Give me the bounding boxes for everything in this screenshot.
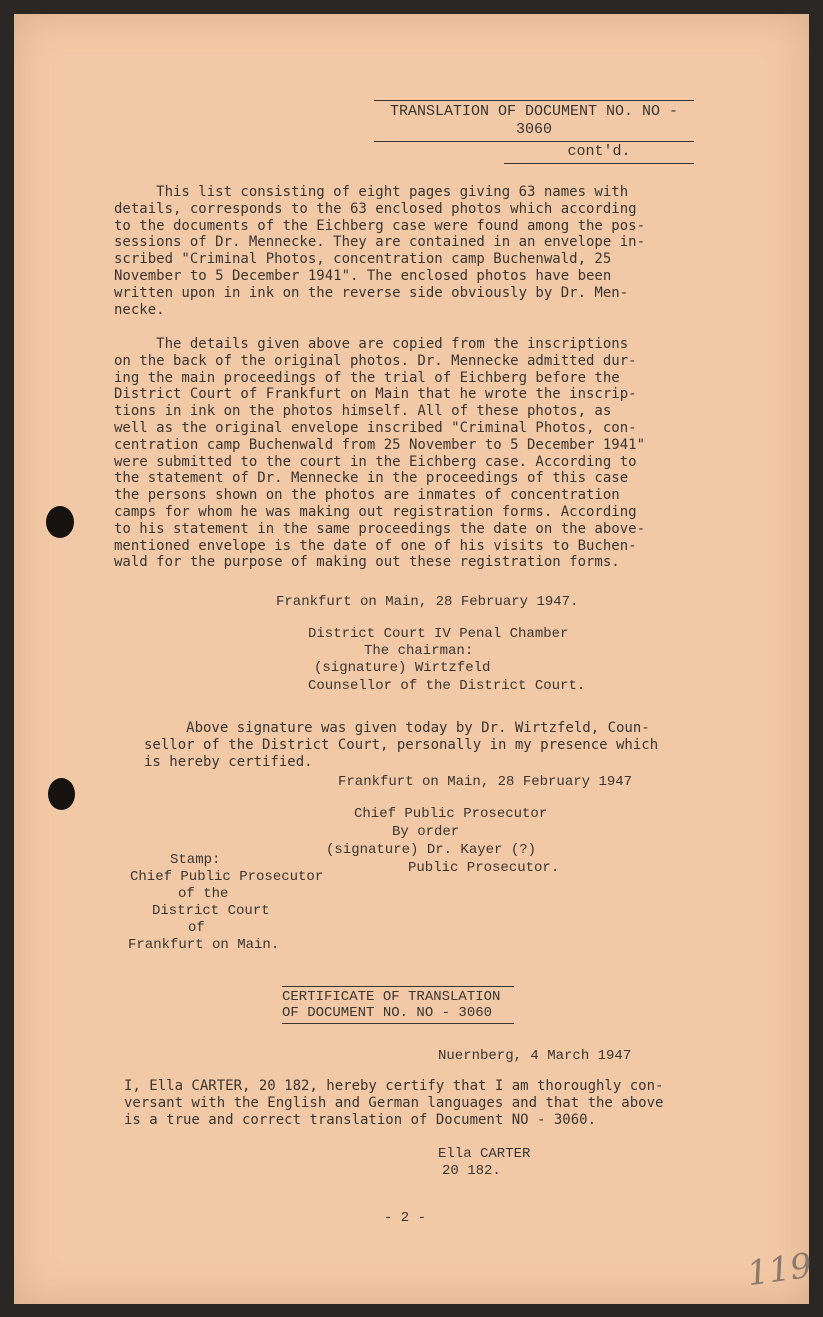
punch-hole-mark-top [46, 506, 74, 538]
certificate-header [282, 986, 514, 1024]
certificate-document-no: OF DOCUMENT NO. NO - 3060 [282, 1005, 514, 1024]
page-number: - 2 - [384, 1210, 427, 1226]
prosecutor-line-4: Public Prosecutor. [408, 860, 560, 876]
prosecutor-line-2: By order [392, 824, 460, 840]
stamp-line-3: of the [178, 886, 229, 902]
court-line-3: (signature) Wirtzfeld [314, 660, 491, 676]
certificate-title: CERTIFICATE OF TRANSLATION [282, 986, 514, 1005]
place-date-nuernberg: Nuernberg, 4 March 1947 [438, 1048, 632, 1064]
stamp-line-2: Chief Public Prosecutor [130, 869, 324, 885]
translator-number: 20 182. [442, 1163, 501, 1179]
header-continued: cont'd. [504, 142, 694, 164]
paragraph-inscriptions: The details given above are copied from the inscriptions on the back of the original photos. Dr. Mennecke admitted dur- ing the main proceedings of the trial of Eichberg before the District Court of Frankfurt on Main that he wrote the inscrip- tions in ink on the photos himself. All of these photos, as well as the original envelope inscribed "Criminal Photos, con- centration camp Buchenwald from 25 November to 5 December 1941" were submitted to the court in the Eichberg case. According to the statement of Dr. Mennecke in the proceedings of this case the persons shown on the photos are inmates of concentration camps for whom he was making out registration forms. According to his statement in the same proceedings the date on the above- mentioned envelope is the date of one of his visits to Buchen- wald for the purpose of making out these registration forms. [114, 336, 646, 571]
document-page [14, 14, 815, 1304]
place-date-frankfurt-2: Frankfurt on Main, 28 February 1947 [338, 774, 633, 790]
translator-name: Ella CARTER [438, 1146, 531, 1162]
place-date-frankfurt-1: Frankfurt on Main, 28 February 1947. [276, 594, 579, 610]
document-header [374, 100, 694, 164]
court-line-4: Counsellor of the District Court. [308, 678, 586, 694]
stamp-line-4: District Court [152, 903, 270, 919]
paragraph-translator-certification: I, Ella CARTER, 20 182, hereby certify that I am thoroughly con- versant with the English and German languages and that the above is a true and correct translation of Document NO - 3060. [124, 1078, 664, 1128]
court-line-1: District Court IV Penal Chamber [308, 626, 569, 642]
stamp-line-6: Frankfurt on Main. [128, 937, 280, 953]
pencil-page-annotation: 119 [744, 1245, 815, 1295]
paragraph-photos-list: This list consisting of eight pages giving 63 names with details, corresponds to the 63 enclosed photos which according to the documents of the Eichberg case were found among the pos- sessions of Dr. Mennecke. They are contained in an envelope in- scribed "Criminal Photos, concentration camp Buchenwald, 25 November to 5 December 1941". The enclosed photos have been written upon in ink on the reverse side obviously by Dr. Men- necke. [114, 184, 646, 318]
prosecutor-line-3: (signature) Dr. Kayer (?) [326, 842, 537, 858]
header-title: TRANSLATION OF DOCUMENT NO. NO - 3060 [374, 100, 694, 142]
prosecutor-line-1: Chief Public Prosecutor [354, 806, 548, 822]
punch-hole-mark-bottom [48, 778, 75, 810]
stamp-line-1: Stamp: [170, 852, 221, 868]
court-line-2: The chairman: [364, 643, 474, 659]
stamp-line-5: of [188, 920, 205, 936]
paragraph-signature-certified: Above signature was given today by Dr. Wirtzfeld, Coun- sellor of the District Court, personally in my presence which is hereby certified. [144, 720, 659, 770]
